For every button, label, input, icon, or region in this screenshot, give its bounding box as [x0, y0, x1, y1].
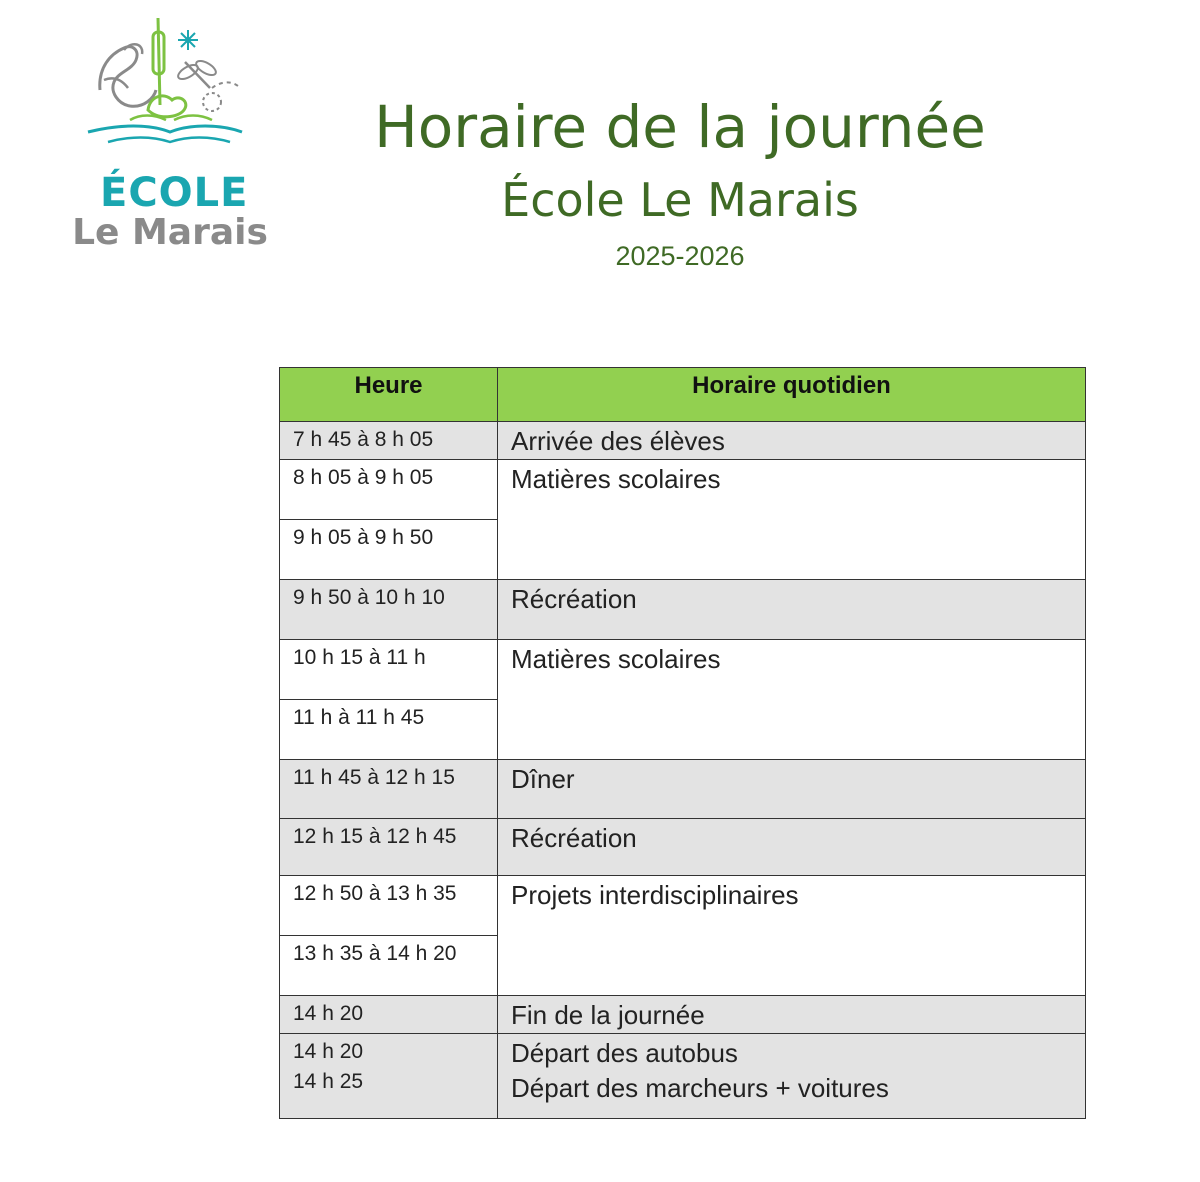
school-year: 2025-2026 — [615, 241, 745, 271]
activity-line: Départ des autobus — [511, 1038, 738, 1068]
activity-cell: Projets interdisciplinaires — [498, 876, 1086, 996]
time-cell: 12 h 15 à 12 h 45 — [280, 819, 498, 876]
time-cell: 12 h 50 à 13 h 35 — [280, 876, 498, 936]
time-cell: 14 h 20 — [280, 996, 498, 1034]
marsh-illustration-icon — [70, 10, 270, 170]
time-cell: 10 h 15 à 11 h — [280, 640, 498, 700]
activity-cell: Matières scolaires — [498, 640, 1086, 760]
table-row — [280, 819, 1086, 876]
column-header-horaire: Horaire quotidien — [498, 368, 1086, 422]
activity-cell: Arrivée des élèves — [498, 422, 1086, 460]
activity-cell — [498, 1034, 1086, 1119]
activity-cell: Récréation — [498, 819, 1086, 876]
time-cell: 8 h 05 à 9 h 05 — [280, 460, 498, 520]
activity-cell: Fin de la journée — [498, 996, 1086, 1034]
time-cell: 9 h 50 à 10 h 10 — [280, 580, 498, 640]
time-cell: 13 h 35 à 14 h 20 — [280, 936, 498, 996]
page-title: Horaire de la journée — [374, 93, 986, 161]
activity-line: Départ des marcheurs + voitures — [511, 1073, 889, 1103]
logo-marais-text: Le Marais — [72, 212, 268, 253]
table-header-row — [280, 368, 1086, 422]
activity-cell: Dîner — [498, 760, 1086, 819]
schedule-table — [279, 367, 1086, 1119]
activity-cell: Récréation — [498, 580, 1086, 640]
time-cell: 11 h à 11 h 45 — [280, 700, 498, 760]
school-logo — [70, 10, 270, 253]
table-row — [280, 876, 1086, 936]
table-row — [280, 996, 1086, 1034]
table-row — [280, 1034, 1086, 1119]
page-subtitle: École Le Marais — [501, 173, 859, 227]
table-row — [280, 460, 1086, 520]
table-row — [280, 422, 1086, 460]
time-line: 14 h 20 — [293, 1040, 364, 1063]
table-row — [280, 580, 1086, 640]
table-row — [280, 760, 1086, 819]
logo-ecole-text: ÉCOLE — [100, 170, 249, 216]
table-row — [280, 640, 1086, 700]
time-cell: 7 h 45 à 8 h 05 — [280, 422, 498, 460]
activity-cell: Matières scolaires — [498, 460, 1086, 580]
time-cell — [280, 1034, 498, 1119]
time-cell: 11 h 45 à 12 h 15 — [280, 760, 498, 819]
column-header-heure: Heure — [280, 368, 498, 422]
time-cell: 9 h 05 à 9 h 50 — [280, 520, 498, 580]
time-line: 14 h 25 — [293, 1070, 364, 1093]
